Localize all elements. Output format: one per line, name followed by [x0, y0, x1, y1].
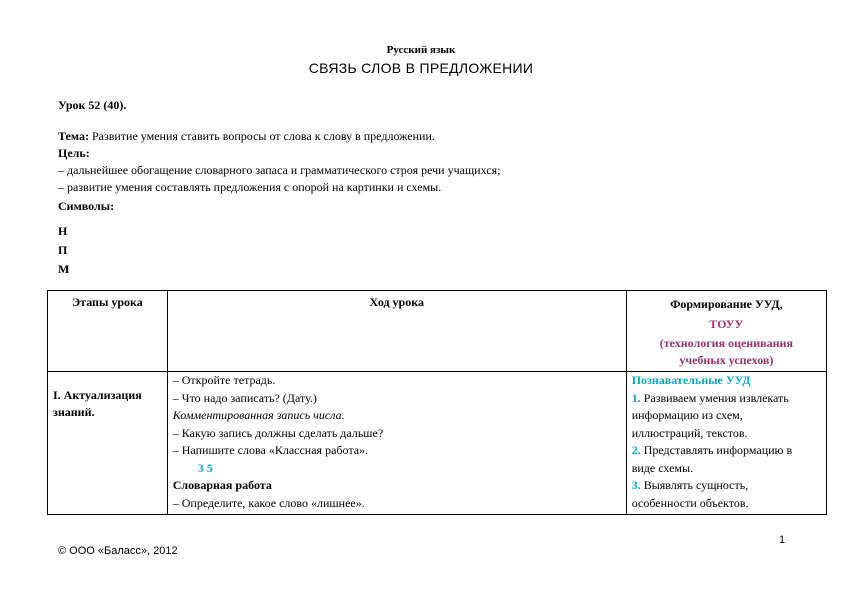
course-line: – Напишите слова «Классная работа».: [172, 443, 369, 457]
symbol-n: Н: [58, 224, 68, 238]
uud-item-2: [632, 442, 821, 460]
symbols-label: Символы:: [58, 199, 115, 213]
subject-heading: Русский язык: [386, 44, 456, 56]
lesson-table: [47, 290, 827, 515]
stage-name-1: I. Актуализация: [53, 388, 142, 402]
uud-item-2-line-2: виде схемы.: [631, 460, 694, 475]
course-line: Комментированная запись числа.: [172, 408, 345, 422]
header-uud: [626, 291, 826, 372]
goal-item-1: – дальнейшее обогащение словарного запаса и грамматического строя речи учащихся;: [58, 163, 501, 177]
table-header-row: [48, 291, 827, 372]
uud-item-3-num: 3.: [631, 478, 641, 492]
symbol-p: П: [58, 243, 68, 257]
uud-item-3: [632, 477, 821, 495]
stage-name-2: знаний.: [53, 405, 95, 419]
course-line: – Определите, какое слово «лишнее».: [172, 495, 365, 510]
topic-text: Развитие умения ставить вопросы от слова к слову в предложении.: [88, 129, 435, 143]
course-line: – Какую запись должны сделать дальше?: [172, 425, 384, 440]
uud-item-3-line-2: особенности объектов.: [631, 495, 749, 510]
uud-cell: [626, 372, 826, 515]
uud-item-1-num: 1.: [631, 390, 641, 405]
uud-item-2-text: Представлять информацию в: [640, 443, 793, 457]
header-stages: Этапы урока: [48, 291, 168, 372]
word-count-digits: 3 5: [197, 460, 213, 475]
uud-item-2-num: 2.: [631, 443, 641, 457]
course-line: – Откройте тетрадь.: [172, 373, 276, 387]
course-cell: [167, 372, 626, 515]
uud-item-1-line-3: иллюстраций, текстов.: [631, 425, 748, 440]
uud-item-1: [632, 390, 821, 408]
page-number: 1: [779, 534, 786, 546]
uud-item-1-text: Развиваем умения извлекать: [640, 390, 789, 405]
stage-cell: [48, 372, 168, 515]
header-touu-full-2: учебных успехов): [679, 353, 774, 367]
header-touu: ТОУУ: [709, 317, 744, 331]
uud-category: Познавательные УУД: [631, 373, 751, 387]
symbol-m: М: [58, 262, 70, 276]
header-touu-full-1: (технология оценивания: [659, 336, 793, 350]
copyright-footer: © ООО «Баласс», 2012: [58, 545, 178, 557]
header-uud-title: Формирование УУД,: [670, 297, 783, 311]
topic-label: Тема:: [58, 129, 89, 143]
course-line: – Что надо записать? (Дату.): [172, 390, 317, 405]
page-title: СВЯЗЬ СЛОВ В ПРЕДЛОЖЕНИИ: [308, 60, 534, 76]
lesson-number: Урок 52 (40).: [58, 98, 127, 112]
goal-item-2: – развитие умения составлять предложения с опорой на картинки и схемы.: [58, 180, 442, 194]
table-row: [48, 372, 827, 515]
uud-item-1-line-2: информацию из схем,: [631, 408, 743, 422]
topic-line: [58, 128, 435, 144]
goal-label: Цель:: [58, 146, 90, 160]
uud-item-3-text: Выявлять сущность,: [640, 478, 749, 492]
vocab-work-heading: Словарная работа: [172, 478, 272, 492]
header-course: Ход урока: [167, 291, 626, 372]
